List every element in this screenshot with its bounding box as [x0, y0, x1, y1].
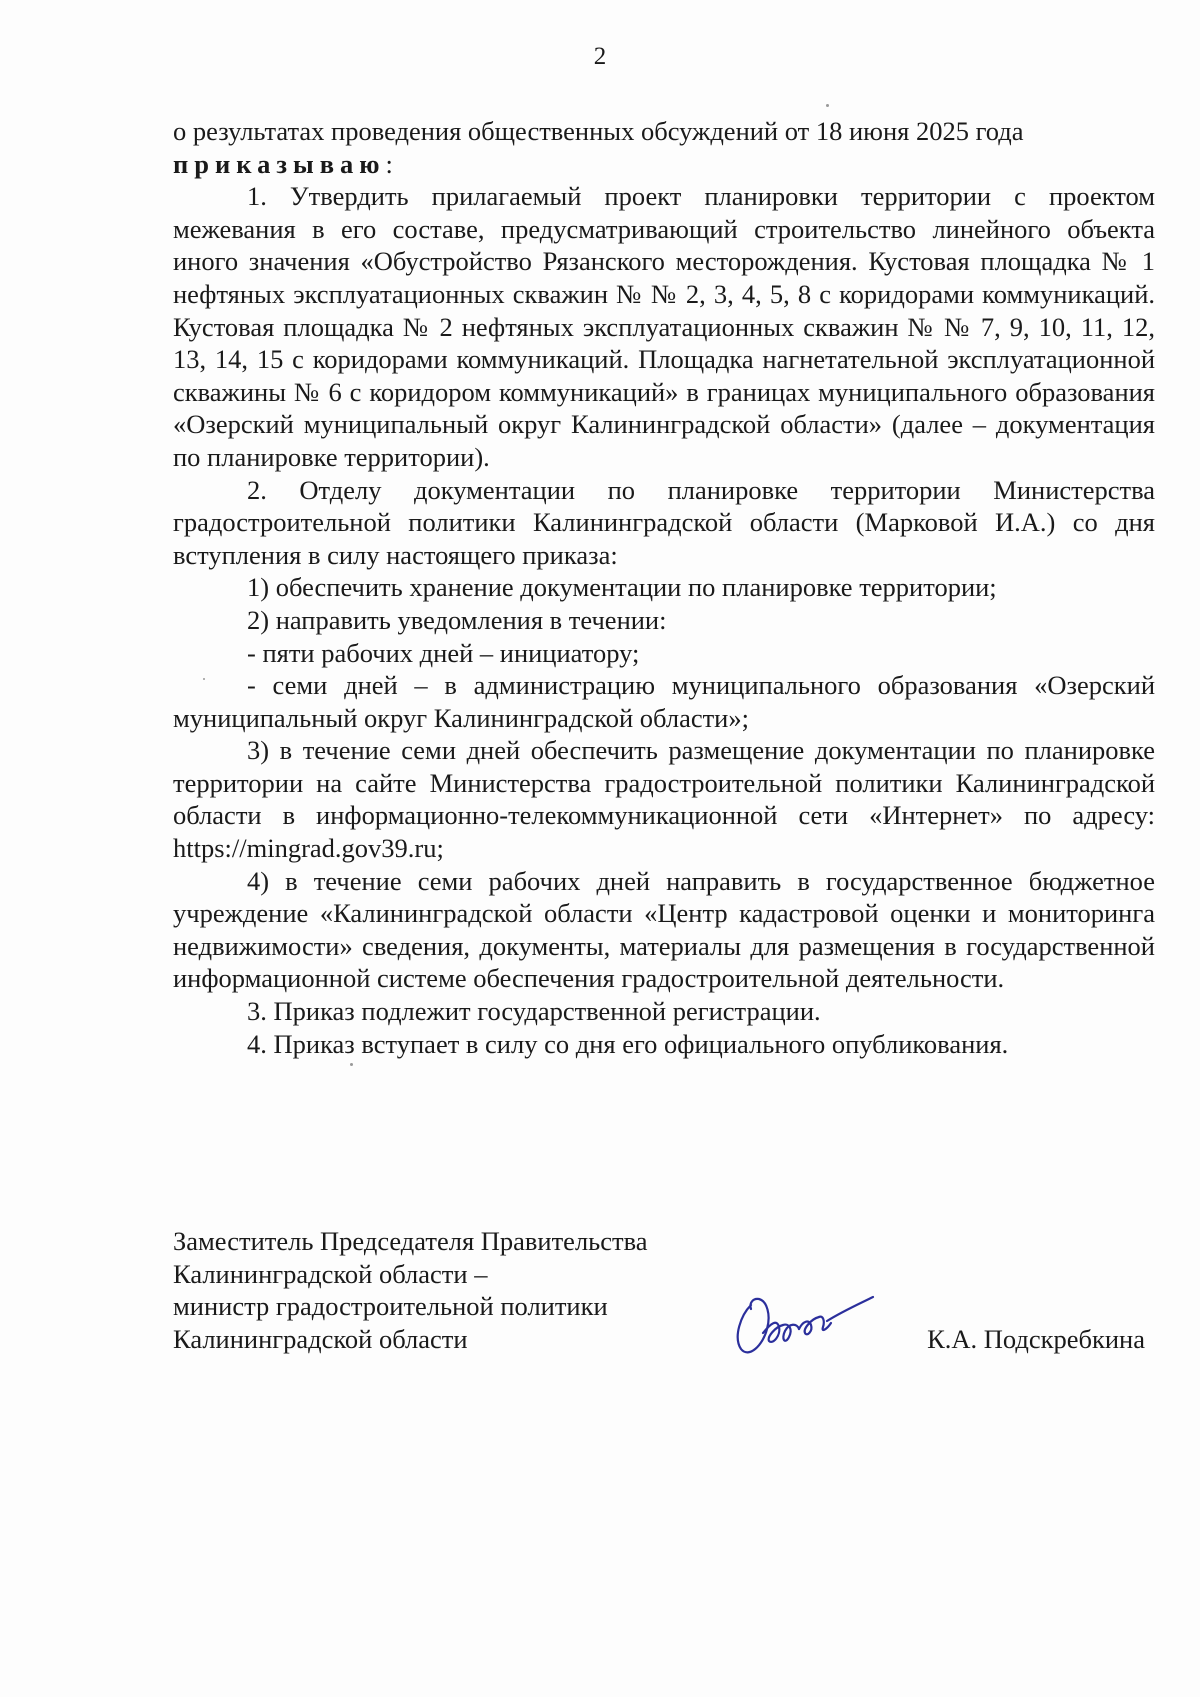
- order-word: приказываю: [173, 148, 386, 179]
- page-number: 2: [593, 43, 607, 70]
- paragraph-1: 1. Утвердить прилагаемый проект планировки территории с проектом межевания в его составе, предусматривающий строительство линейного объекта иного значения «Обустройство Рязанского месторождения. Кустовая площадка № 1 нефтяных эксплуатационных скважин № № 2, 3, 4, 5, 8 с коридорами коммуникаций. Кустовая площадка № 2 нефтяных эксплуатационных скважин № № 7, 9, 10, 11, 12, 13, 14, 15 с коридорами коммуникаций. Площадка нагнетательной эксплуатационной скважины № 6 с коридором коммуникаций» в границах муниципального образования «Озерский муниципальный округ Калининградской области» (далее – документация по планировке территории).: [173, 181, 1155, 472]
- scan-speck: [203, 678, 205, 680]
- paragraph-4: 4. Приказ вступает в силу со дня его официального опубликования.: [247, 1028, 1009, 1059]
- paragraph-2-item-1: 1) обеспечить хранение документации по планировке территории;: [247, 572, 997, 603]
- scan-speck: [350, 1063, 353, 1066]
- paragraph-2: 2. Отделу документации по планировке территории Министерства градостроительной политики Калининградской области (Марковой И.А.) со дня вступления в силу настоящего приказа:: [173, 474, 1155, 570]
- paragraph-2-item-2b: - семи дней – в администрацию муниципального образования «Озерский муниципальный округ Калининградской области»;: [173, 670, 1155, 733]
- handwritten-signature: [723, 1275, 883, 1365]
- signatory-title-line-3: министр градостроительной политики: [173, 1291, 608, 1322]
- intro-line: о результатах проведения общественных обсуждений от 18 июня 2025 года: [173, 116, 1024, 146]
- paragraph-2-item-3: 3) в течение семи дней обеспечить размещение документации по планировке территории на сайте Министерства градостроительной политики Калининградской области в информационно-телекоммуникационной сети «Интернет» по адресу: https://mingrad.gov39.ru;: [173, 735, 1155, 864]
- paragraph-2-item-2: 2) направить уведомления в течении:: [247, 604, 667, 635]
- paragraph-3: 3. Приказ подлежит государственной регистрации.: [247, 996, 821, 1027]
- paragraph-2-item-4: 4) в течение семи рабочих дней направить в государственное бюджетное учреждение «Калининградской области «Центр кадастровой оценки и мониторинга недвижимости» сведения, документы, материалы для размещения в государственной информационной системе обеспечения градостроительной деятельности.: [173, 865, 1155, 994]
- signature-block: [173, 1225, 1155, 1355]
- signatory-title-line-2: Калининградской области –: [173, 1258, 488, 1289]
- order-colon: :: [385, 148, 393, 179]
- scan-speck: [826, 104, 829, 107]
- document-body: [173, 115, 1155, 1060]
- signatory-title-line-1: Заместитель Председателя Правительства: [173, 1226, 648, 1256]
- signatory-name: К.А. Подскребкина: [927, 1324, 1145, 1354]
- signatory-title-line-4: Калининградской области: [173, 1323, 468, 1354]
- order-line: [173, 148, 1155, 181]
- paragraph-2-item-2a: - пяти рабочих дней – инициатору;: [247, 637, 640, 668]
